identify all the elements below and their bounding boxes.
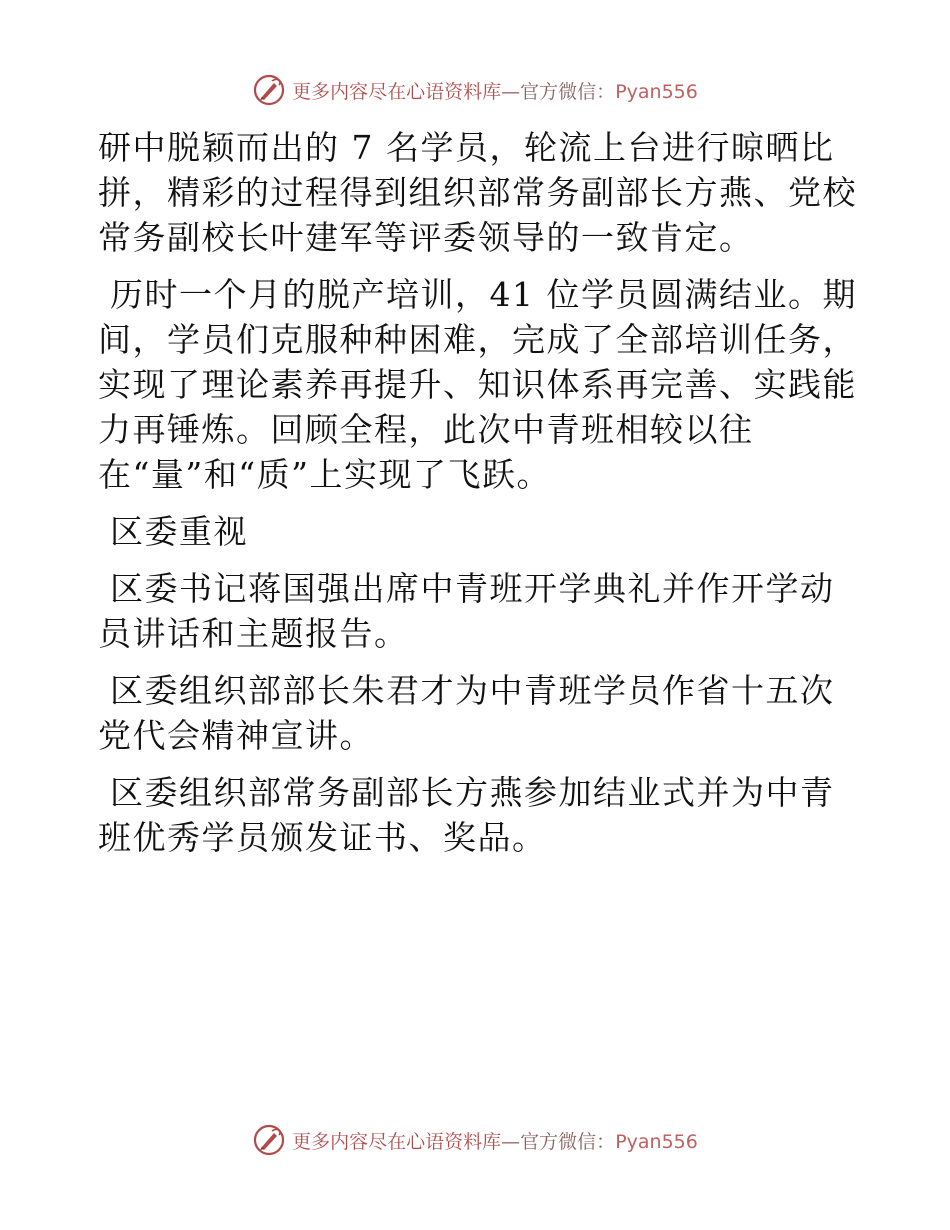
text-line: 常务副校长叶建军等评委领导的一致肯定。 <box>98 218 754 257</box>
text-line: 历时一个月的脱产培训，41 位学员圆满结业。期 <box>110 275 857 314</box>
section-heading-text: 区委重视 <box>110 512 248 551</box>
paragraph-minister <box>98 668 858 758</box>
watermark-wechat-label: 官方微信： <box>520 1130 616 1153</box>
document-body <box>98 125 858 872</box>
watermark-wechat-id: Pyan556 <box>615 1130 698 1153</box>
footer-watermark <box>0 1120 950 1160</box>
paragraph-deputy-minister <box>98 770 858 860</box>
text-line: 拼，精彩的过程得到组织部常务副部长方燕、党校 <box>98 173 857 212</box>
paragraph-secretary <box>98 566 858 656</box>
watermark-dash: — <box>501 1130 521 1153</box>
watermark-site-text: 更多内容尽在心语资料库 <box>292 80 502 103</box>
header-watermark <box>0 70 950 110</box>
watermark-wechat-label: 官方微信： <box>520 80 616 103</box>
text-line: 间，学员们克服种种困难，完成了全部培训任务， <box>98 320 857 359</box>
paragraph-competition <box>98 125 858 260</box>
text-line: 员讲话和主题报告。 <box>98 614 409 653</box>
text-line: 区委组织部部长朱君才为中青班学员作省十五次 <box>110 671 835 710</box>
text-line: 区委书记蒋国强出席中青班开学典礼并作开学动 <box>110 569 835 608</box>
text-line: 区委组织部常务副部长方燕参加结业式并为中青 <box>110 773 835 812</box>
quill-pen-logo-icon <box>252 73 286 107</box>
watermark-text <box>292 1127 698 1154</box>
text-line: 实现了理论素养再提升、知识体系再完善、实践能 <box>98 365 857 404</box>
text-line: 力再锤炼。回顾全程，此次中青班相较以往 <box>98 410 754 449</box>
watermark-text <box>292 77 698 104</box>
text-line: 班优秀学员颁发证书、奖品。 <box>98 818 547 857</box>
watermark-wechat-id: Pyan556 <box>615 80 698 103</box>
text-line: 党代会精神宣讲。 <box>98 716 374 755</box>
section-heading <box>98 509 858 554</box>
watermark-dash: — <box>501 80 521 103</box>
text-line: 在“量”和“质”上实现了飞跃。 <box>98 455 551 494</box>
text-line: 研中脱颖而出的 7 名学员，轮流上台进行晾晒比 <box>98 128 835 167</box>
paragraph-graduation <box>98 272 858 497</box>
watermark-site-text: 更多内容尽在心语资料库 <box>292 1130 502 1153</box>
quill-pen-logo-icon <box>252 1123 286 1157</box>
